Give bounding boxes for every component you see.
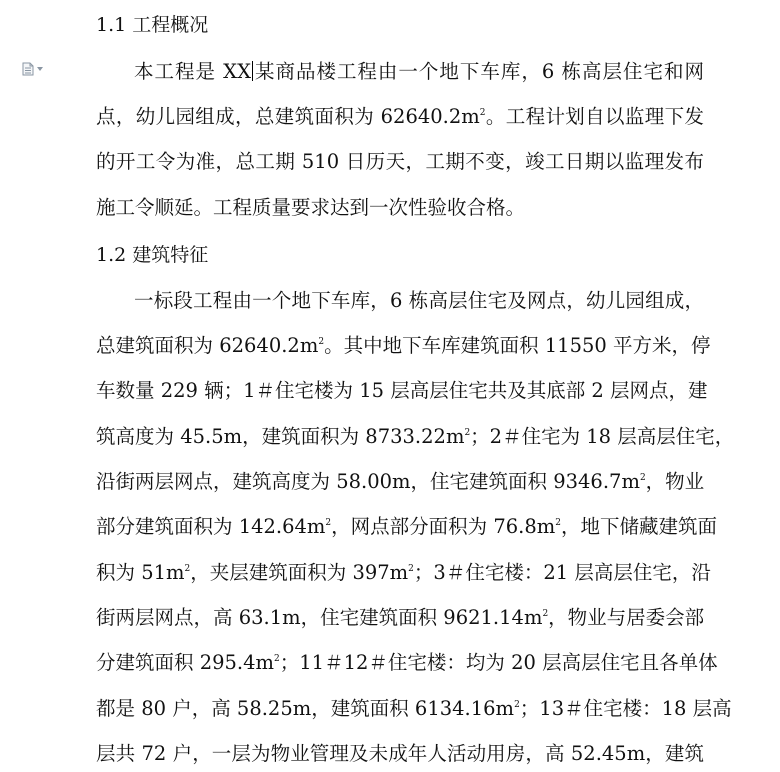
paragraph-line: 一标段工程由一个地下车库，6 栋高层住宅及网点，幼儿园组成， <box>134 289 704 312</box>
paragraph-marker[interactable] <box>22 62 43 76</box>
chevron-down-icon <box>37 67 43 71</box>
text-cursor <box>252 61 253 81</box>
paragraph-line: 点，幼儿园组成，总建筑面积为 $62640.2m^2$。工程计划自以监理下发 <box>96 105 704 128</box>
paragraph-line: 部分建筑面积为 $142.64m^2$，网点部分面积为 $76.8m^2$，地下储藏建筑面 <box>96 515 718 538</box>
paragraph-line: 筑高度为 45.5m，建筑面积为 $8733.22m^2$；2＃住宅为 18 层高层住宅， <box>96 425 735 448</box>
section-heading-features: 1.2 建筑特征 <box>96 244 209 266</box>
document-icon <box>22 62 34 76</box>
paragraph-line: 的开工令为准，总工期 510 日历天，工期不变，竣工日期以监理发布 <box>96 150 704 173</box>
paragraph-line: 沿街两层网点，建筑高度为 58.00m，住宅建筑面积 $9346.7m^2$，物业 <box>96 470 705 493</box>
paragraph-line: 层共 72 户，一层为物业管理及未成年人活动用房，高 52.45m，建筑 <box>96 742 704 765</box>
paragraph-line: 分建筑面积 $295.4m^2$；11＃12＃住宅楼：均为 20 层高层住宅且各单体 <box>96 651 718 674</box>
paragraph-line: 本工程是 XX 某商品楼工程由一个地下车库，6 栋高层住宅和网 <box>134 60 704 83</box>
paragraph-line: 车数量 229 辆；1＃住宅楼为 15 层高层住宅共及其底部 2 层网点，建 <box>96 379 708 402</box>
paragraph-line: 总建筑面积为 $62640.2m^2$。其中地下车库建筑面积 11550 平方米，停 <box>96 334 711 357</box>
paragraph-line: 施工令顺延。工程质量要求达到一次性验收合格。 <box>96 196 526 219</box>
section-heading-overview: 1.1 工程概况 <box>96 14 209 36</box>
paragraph-line: 街两层网点，高 63.1m，住宅建筑面积 $9621.14m^2$，物业与居委会部 <box>96 606 705 629</box>
paragraph-line: 积为 $51m^2$，夹层建筑面积为 $397m^2$；3＃住宅楼：21 层高层住宅，沿 <box>96 561 711 584</box>
paragraph-line: 都是 80 户，高 58.25m，建筑面积 $6134.16m^2$；13＃住宅楼：18 层高 <box>96 697 732 720</box>
